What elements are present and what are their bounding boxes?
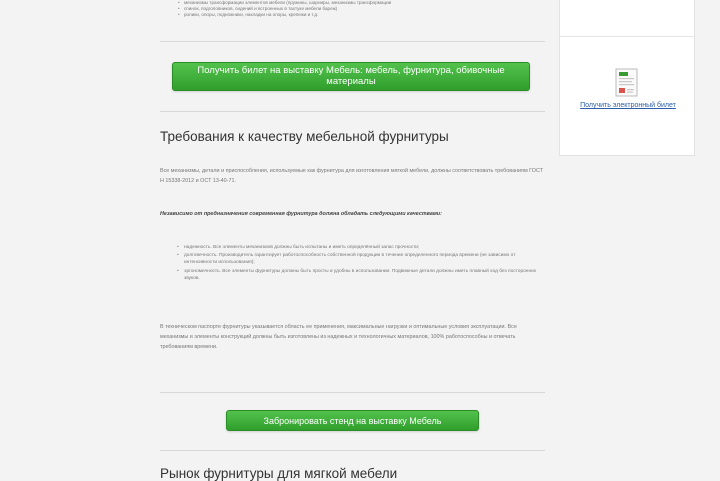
list-item: • надежность. Все элементы механизмов должны быть испытаны и иметь определённый запас прочности;: [184, 244, 545, 251]
section-heading-quality: Требования к качеству мебельной фурнитуры: [160, 129, 449, 144]
fittings-list: [160, 0, 545, 19]
requirements-list: [160, 244, 545, 283]
get-ticket-button[interactable]: Получить билет на выставку Мебель: мебель, фурнитура, обивочные материалы: [172, 62, 530, 91]
quality-emphasis-text: Независимо от предназначения современная фурнитура должна обладать следующими качествами:: [160, 211, 442, 217]
divider: [160, 392, 545, 393]
list-item: • ролики, опоры, подножники, накладки на опоры, крепежи и т.д.: [184, 12, 545, 18]
article-content: [160, 0, 545, 481]
divider: [160, 450, 545, 451]
section-heading-market: Рынок фурнитуры для мягкой мебели: [160, 466, 398, 481]
list-item: • спинок, подголовников, сидений и встроенных в тахтуке мебели бареж): [184, 6, 545, 12]
list-item: • долговечность. Производитель гарантирует работоспособность собственной продукции в течение определенного периода времени (не зависимо от интенсивности использования);: [184, 252, 545, 266]
ticket-document-icon[interactable]: [615, 68, 638, 97]
quality-closing-text: В техническом паспорте фурнитуры указывается область ее применения, максимальные нагрузки и оптимальные условия эксплуатации. Все механизмы и элементы конструкций должны быть изготовлены из надежных и технологичных материалов, 100% работоспособны и отвечать требованиям времени.: [160, 324, 517, 350]
divider: [160, 111, 545, 112]
quality-intro-text: Все механизмы, детали и приспособления, используемые как фурнитура для изготовления мягкой мебели, должны соответствовать требованиям ГОСТ Н 15338-2012 и ОСТ 13-40-71.: [160, 168, 543, 184]
list-item: • механизмы трансформации элементов мебели (пружины, шарниры, механизмы трансформации: [184, 0, 545, 6]
divider: [560, 36, 694, 37]
get-electronic-ticket-link[interactable]: Получить электронный билет: [580, 102, 676, 109]
book-stand-button[interactable]: Забронировать стенд на выставку Мебель: [226, 410, 479, 431]
divider: [160, 41, 545, 42]
sidebar-ticket-widget: [559, 0, 695, 156]
list-item: • эргономичность. Все элементы фурнитуры должны быть просты и удобны в использовании. Подвижные детали должны иметь плавный ход без посторонних звуков.: [184, 268, 545, 282]
